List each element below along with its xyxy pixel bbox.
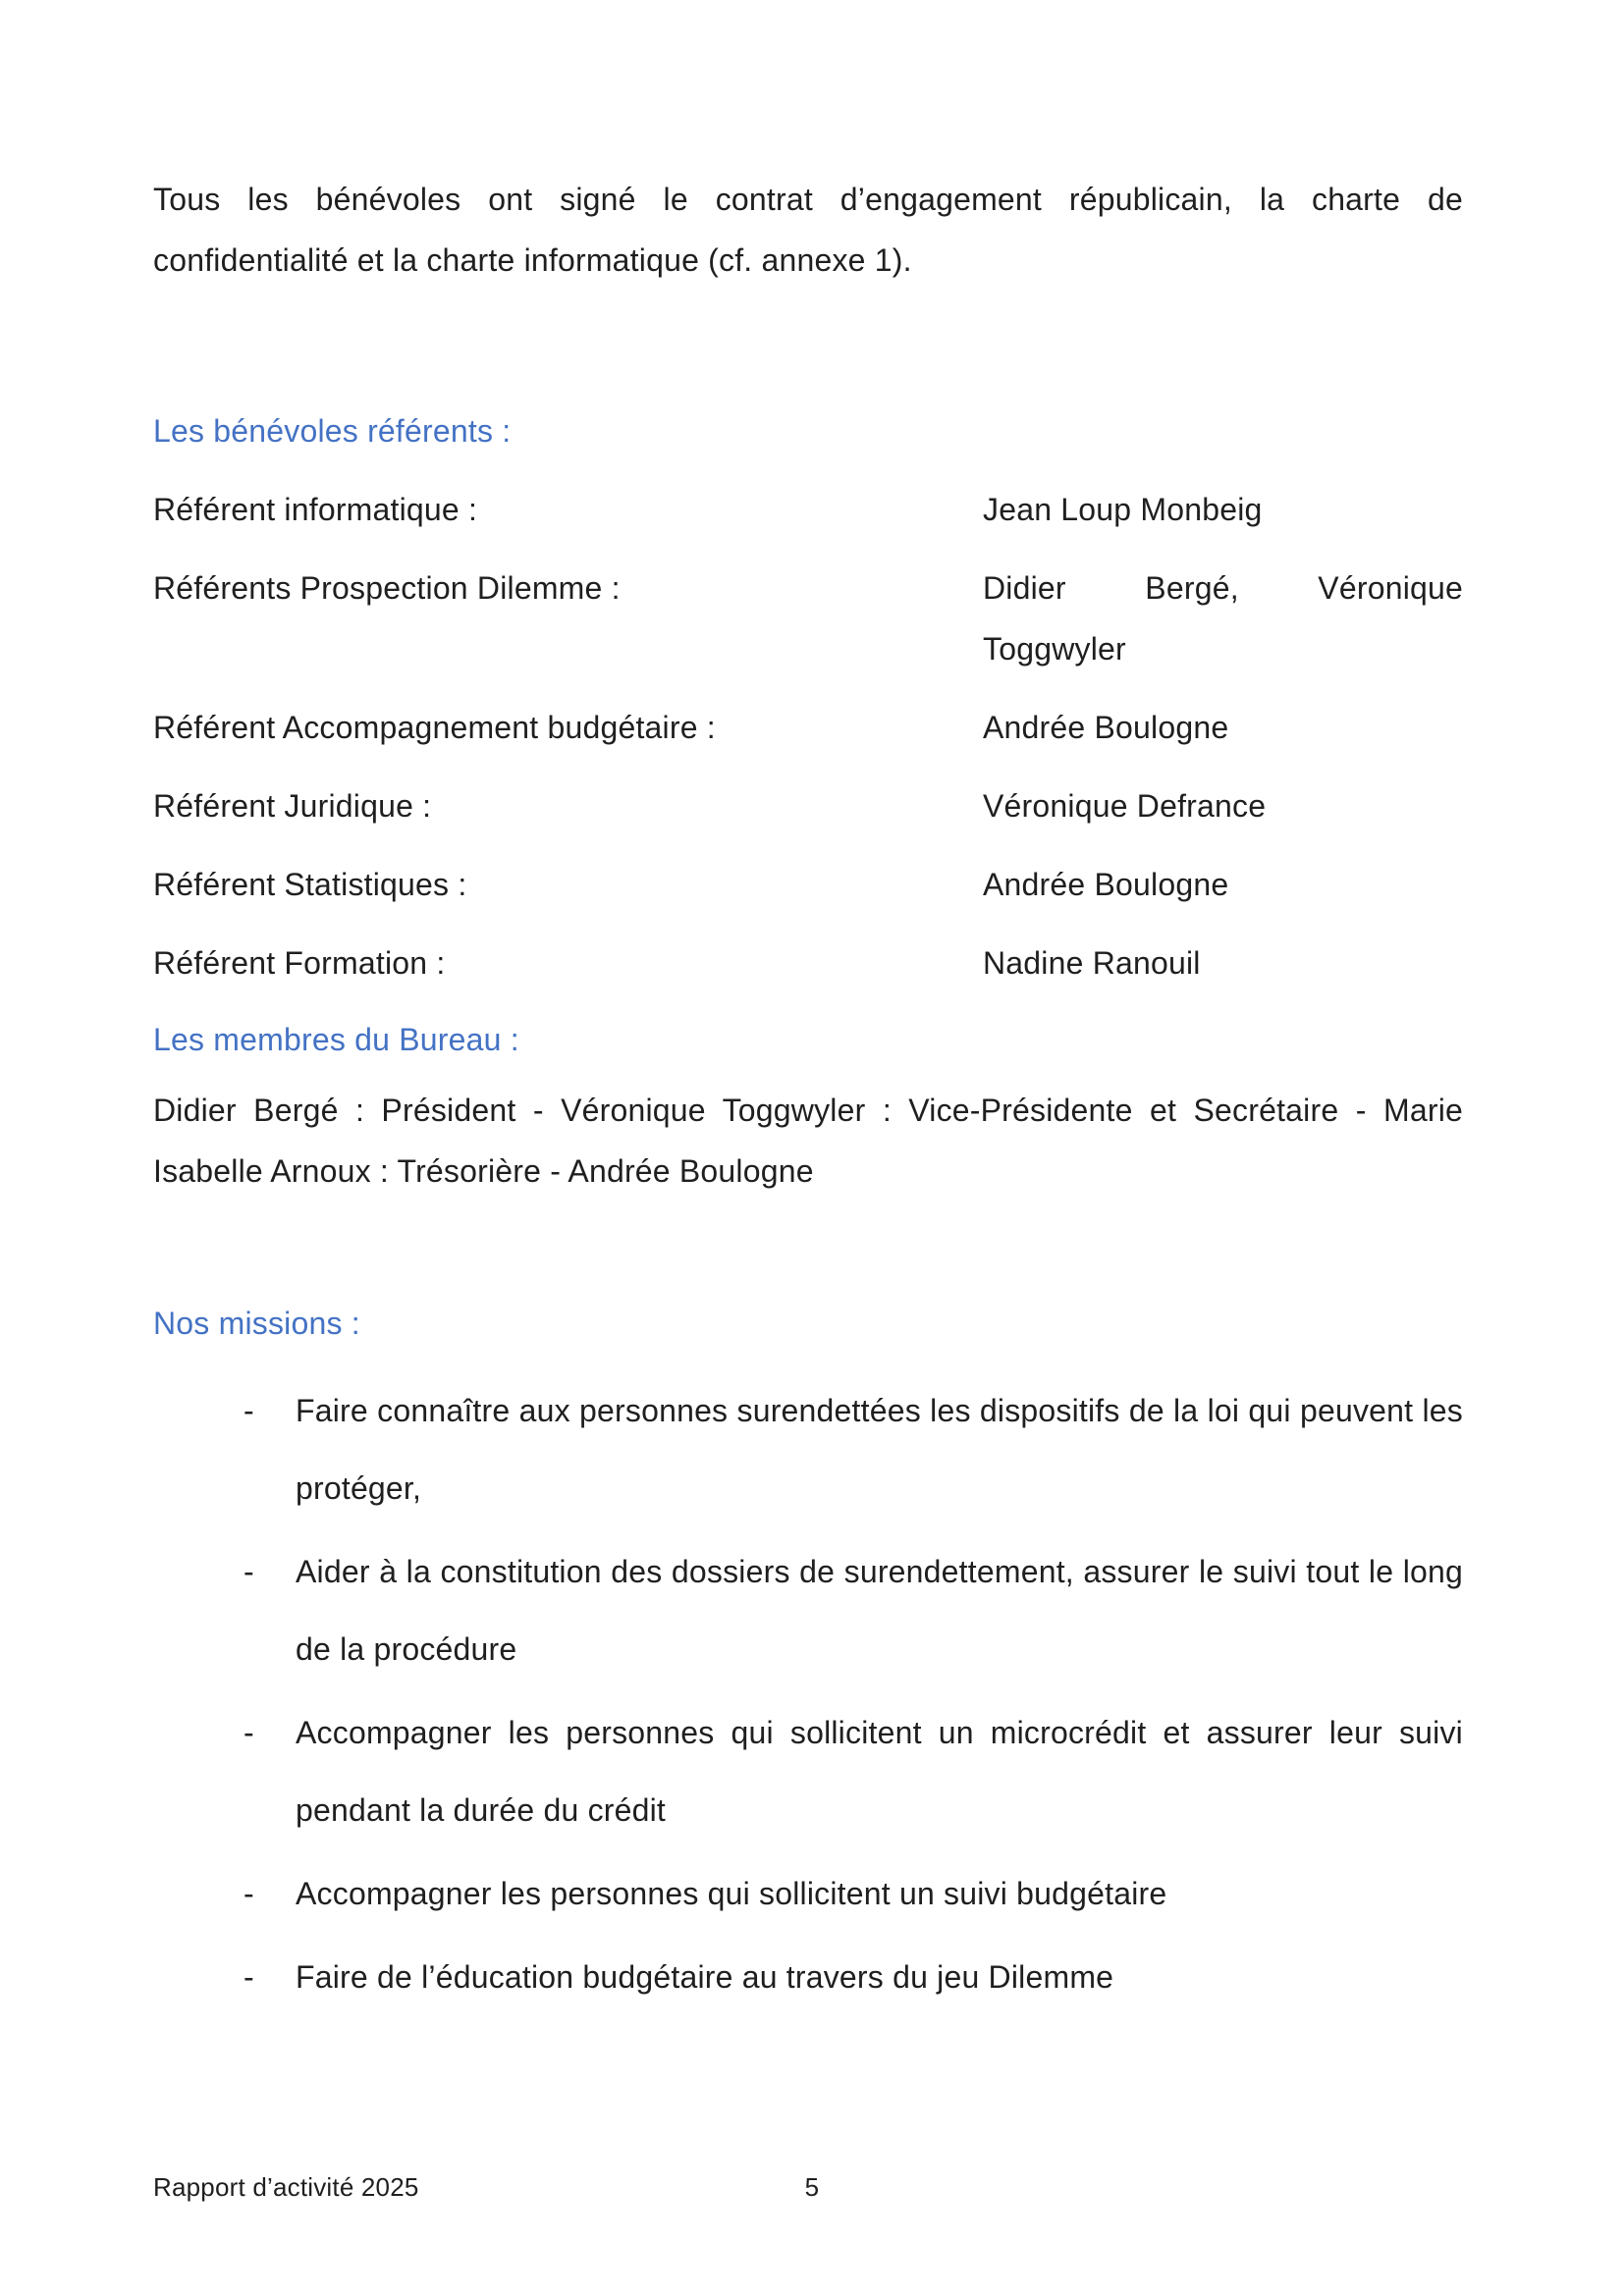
referent-row — [153, 854, 1463, 915]
referent-label: Référent Formation : — [153, 945, 446, 981]
referent-label: Référents Prospection Dilemme : — [153, 570, 621, 606]
referent-row — [153, 479, 1463, 540]
section-heading-membres-bureau: Les membres du Bureau : — [153, 1022, 519, 1057]
mission-text: Accompagner les personnes qui sollicitent un microcrédit et assurer leur suivi pendant la durée du crédit — [296, 1715, 1463, 1828]
referent-row — [153, 933, 1463, 993]
bullet-dash: - — [244, 1393, 254, 1428]
mission-text: Faire connaître aux personnes surendettées les dispositifs de la loi qui peuvent les protéger, — [296, 1393, 1463, 1506]
section-heading-nos-missions: Nos missions : — [153, 1306, 360, 1341]
mission-item — [153, 1533, 1463, 1688]
referent-row — [153, 558, 1463, 679]
footer-page-number: 5 — [804, 2172, 820, 2202]
section-heading-benevoles-referents: Les bénévoles référents : — [153, 413, 512, 449]
mission-item — [153, 1939, 1463, 2016]
mission-text: Faire de l’éducation budgétaire au travers du jeu Dilemme — [296, 1959, 1114, 1995]
missions-list — [153, 1372, 1463, 2016]
bullet-dash: - — [244, 1876, 254, 1911]
mission-text: Aider à la constitution des dossiers de surendettement, assurer le suivi tout le long de la procédure — [296, 1554, 1463, 1667]
referent-value: Nadine Ranouil — [983, 945, 1201, 981]
mission-item — [153, 1855, 1463, 1933]
referent-value: Andrée Boulogne — [983, 710, 1229, 745]
page-content — [153, 0, 1463, 2022]
referent-value: Andrée Boulogne — [983, 867, 1229, 902]
referent-value: Jean Loup Monbeig — [983, 492, 1263, 527]
referent-value: Véronique Defrance — [983, 788, 1267, 824]
referent-label: Référent Juridique : — [153, 788, 432, 824]
referent-label: Référent Accompagnement budgétaire : — [153, 710, 716, 745]
referent-row — [153, 697, 1463, 758]
referent-label: Référent Statistiques : — [153, 867, 467, 902]
mission-text: Accompagner les personnes qui sollicitent un suivi budgétaire — [296, 1876, 1167, 1911]
intro-paragraph: Tous les bénévoles ont signé le contrat d’engagement républicain, la charte de confidentialité et la charte informatique (cf. annexe 1). — [153, 182, 1463, 278]
referent-row — [153, 775, 1463, 836]
mission-item — [153, 1372, 1463, 1527]
bullet-dash: - — [244, 1959, 254, 1995]
bullet-dash: - — [244, 1554, 254, 1589]
footer-report-title: Rapport d’activité 2025 — [153, 2172, 419, 2202]
referent-value: Didier Bergé, Véronique Toggwyler — [983, 570, 1463, 667]
referent-label: Référent informatique : — [153, 492, 478, 527]
bureau-paragraph: Didier Bergé : Président - Véronique Toggwyler : Vice-Présidente et Secrétaire - Marie Isabelle Arnoux : Trésorière - Andrée Boulogne — [153, 1093, 1463, 1189]
mission-item — [153, 1694, 1463, 1849]
bullet-dash: - — [244, 1715, 254, 1750]
